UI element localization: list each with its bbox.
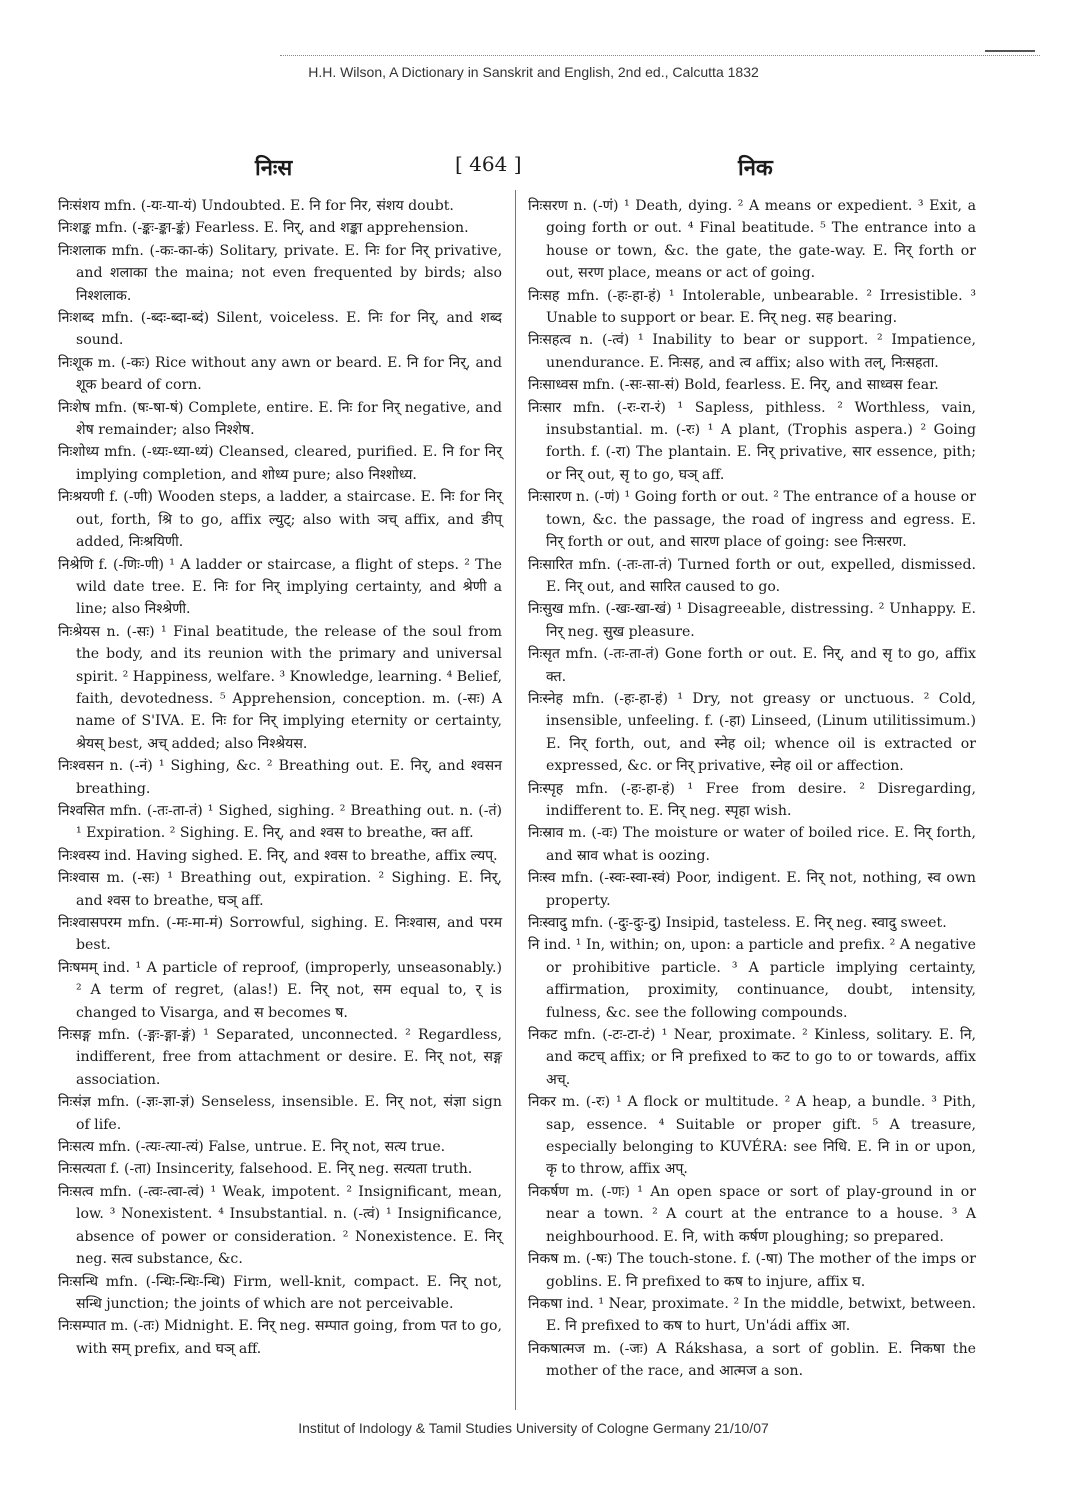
dictionary-entry: निःसुख mfn. (-खः-खा-खं) ¹ Disagreeable, distressing. ² Unhappy. E. निर् neg. सुख pleasure.	[528, 601, 976, 640]
dictionary-entry: निःस्नेह mfn. (-हः-हा-हं) ¹ Dry, not greasy or unctuous. ² Cold, insensible, unfeeling. f. (-हा) Linseed, (Linum utilitissimum.) E. निर् forth, out, and स्नेह oil; whence oil is extracted or expressed, &c. or निर् privative, स्नेह oil or affection.	[528, 690, 976, 775]
dictionary-entry: निःसाध्वस mfn. (-सः-सा-सं) Bold, fearless. E. निर्, and साध्वस fear.	[528, 377, 939, 394]
dictionary-entry: निःश्रेयस n. (-सः) ¹ Final beatitude, the release of the soul from the body, and its reunion with the primary and universal spirit. ² Happiness, welfare. ³ Knowledge, learning. ⁴ Belief, faith, devotedness. ⁵ Apprehension, conception. m. (-सः) A name of S'IVA. E. निः for निर् implying eternity or certainty, श्रेयस् best, अच् added; also निश्श्रेयस.	[58, 623, 502, 752]
dictionary-entry: निःसत्व mfn. (-त्वः-त्वा-त्वं) ¹ Weak, impotent. ² Insignificant, mean, low. ³ Nonexistent. ⁴ Insubstantial. n. (-त्वं) ¹ Insignificance, absence of power or consideration. ² Nonexistence. E. निर् neg. सत्व substance, &c.	[58, 1183, 502, 1268]
dictionary-entry: निःसङ्ग mfn. (-ङ्गः-ङ्गा-ङ्गं) ¹ Separated, unconnected. ² Regardless, indifferent, free from attachment or desire. E. निर् not, सङ्ग association.	[58, 1027, 502, 1088]
scan-rule	[280, 55, 1040, 56]
dictionary-entry: निःस्व mfn. (-स्वः-स्वा-स्वं) Poor, indigent. E. निर् not, nothing, स्व own property.	[528, 870, 976, 909]
dictionary-entry: निकर्षण m. (-णः) ¹ An open space or sort of play-ground in or near a town. ² A court at the entrance to a house. ³ A neighbourhood. E. नि, with कर्षण ploughing; so prepared.	[528, 1183, 976, 1245]
dictionary-entry: निःस्पृह mfn. (-हः-हा-हं) ¹ Free from desire. ² Disregarding, indifferent to. E. निर् neg. स्पृहा wish.	[528, 780, 976, 819]
dictionary-entry: निःसम्पात m. (-तः) Midnight. E. निर् neg. सम्पात going, from पत to go, with सम् prefix, and घञ् aff.	[58, 1318, 502, 1357]
dictionary-entry: निःशब्द mfn. (-ब्दः-ब्दा-ब्दं) Silent, voiceless. E. निः for निर्, and शब्द sound.	[58, 310, 502, 349]
dictionary-entry: निःसारित mfn. (-तः-ता-तं) Turned forth or out, expelled, dismissed. E. निर् out, and सारित caused to go.	[528, 556, 976, 595]
dictionary-entry: निःस्वादु mfn. (-दुः-दुः-दु) Insipid, tasteless. E. निर् neg. स्वादु sweet.	[528, 915, 947, 931]
dictionary-entry: निश्वसित mfn. (-तः-ता-तं) ¹ Sighed, sighing. ² Breathing out. n. (-तं) ¹ Expiration. ² Sighing. E. निर्, and श्वस to breathe, क्त aff.	[58, 802, 502, 842]
dictionary-entry: निःषमम् ind. ¹ A particle of reproof, (improperly, unseasonably.) ² A term of regret, (alas!) E. निर् not, सम equal to, र् is changed to Visarga, and स becomes ष.	[58, 959, 502, 1021]
left-column	[58, 195, 502, 1360]
dictionary-entry: निःसंज्ञ mfn. (-ज्ञः-ज्ञा-ज्ञं) Senseless, insensible. E. निर् not, संज्ञा sign of life.	[58, 1094, 502, 1133]
dictionary-entry: निःसरण n. (-णं) ¹ Death, dying. ² A means or expedient. ³ Exit, a going forth or out. ⁴ Final beatitude. ⁵ The entrance into a house or town, &c. the gate, the gate-way. E. निर् forth or out, सरण place, means or act of going.	[528, 198, 976, 282]
dictionary-entry: निःश्वस्य ind. Having sighed. E. निर्, and श्वस to breathe, affix ल्यप्.	[58, 847, 498, 864]
dictionary-entry: निःसहत्व n. (-त्वं) ¹ Inability to bear or support. ² Impatience, unendurance. E. निःसह, and त्व affix; also with तल्, निःसहता.	[528, 332, 976, 371]
source-caption: H.H. Wilson, A Dictionary in Sanskrit and English, 2nd ed., Calcutta 1832	[308, 64, 759, 80]
dictionary-entry: निश्रेणि f. (-णिः-णी) ¹ A ladder or staircase, a flight of steps. ² The wild date tree. E. निः for निर् implying certainty, and श्रेणी a line; also निश्श्रेणी.	[58, 556, 502, 618]
running-head-right: निक	[738, 155, 773, 181]
dictionary-entry: निकषात्मज m. (-जः) A Rákshasa, a sort of goblin. E. निकषा the mother of the race, and आत्मज a son.	[528, 1340, 976, 1380]
dictionary-entry: निःश्वास m. (-सः) ¹ Breathing out, expiration. ² Sighing. E. निर्, and श्वस to breathe, घञ् aff.	[58, 870, 502, 909]
dictionary-entry: निकर m. (-रः) ¹ A flock or multitude. ² A heap, a bundle. ³ Pith, sap, essence. ⁴ Suitable or proper gift. ⁵ A treasure, especially belonging to KUVÉRA: see निधि. E. नि in or upon, कृ to throw, affix अप्.	[528, 1094, 976, 1178]
dictionary-entry: निःश्वसन n. (-नं) ¹ Sighing, &c. ² Breathing out. E. निर्, and श्वसन breathing.	[58, 758, 502, 797]
dictionary-entry: निःश्रयणी f. (-णी) Wooden steps, a ladder, a staircase. E. निः for निर् out, forth, श्रि to go, affix ल्युट्; also with ञच् affix, and ङीप् added, निःश्रयिणी.	[58, 489, 502, 551]
dictionary-entry: निःसार mfn. (-रः-रा-रं) ¹ Sapless, pithless. ² Worthless, vain, insubstantial. m. (-रः) ¹ A plant, (Trophis aspera.) ² Going forth. f. (-रा) The plantain. E. निर् privative, सार essence, pith; or निर् out, सृ to go, घञ् aff.	[528, 399, 976, 483]
right-column	[528, 195, 976, 1383]
footer-caption: Institut of Indology & Tamil Studies University of Cologne Germany 21/10/07	[298, 1420, 769, 1436]
running-head-left: निःस	[255, 155, 293, 181]
dictionary-entry: निःशेष mfn. (षः-षा-षं) Complete, entire. E. निः for निर् negative, and शेष remainder; also निश्शेष.	[58, 399, 502, 439]
dictionary-entry: निःसह mfn. (-हः-हा-हं) ¹ Intolerable, unbearable. ² Irresistible. ³ Unable to support or bear. E. निर् neg. सह bearing.	[528, 287, 976, 327]
dictionary-entry: नि ind. ¹ In, within; on, upon: a particle and prefix. ² A negative or prohibitive particle. ³ A particle implying certainty, affirmation, proximity, continuance, doubt, intensity, fulness, &c. see the following compounds.	[528, 937, 976, 1021]
dictionary-entry: निःसत्यता f. (-ता) Insincerity, falsehood. E. निर् neg. सत्यता truth.	[58, 1161, 473, 1178]
dictionary-entry: निःसन्धि mfn. (-न्धिः-न्धिः-न्धि) Firm, well-knit, compact. E. निर् not, सन्धि junction; the joints of which are not perceivable.	[58, 1273, 502, 1312]
dictionary-entry: निःशूक m. (-कः) Rice without any awn or beard. E. नि for निर्, and शूक beard of corn.	[58, 354, 502, 394]
dictionary-entry: निःशोध्य mfn. (-ध्यः-ध्या-ध्यं) Cleansed, cleared, purified. E. नि for निर् implying completion, and शोध्य pure; also निश्शोध्य.	[58, 444, 502, 483]
dictionary-entry: निःशलाक mfn. (-कः-का-कं) Solitary, private. E. निः for निर् privative, and शलाका the maina; not even frequented by birds; also निश्शलाक.	[58, 242, 502, 304]
page-number: [ 464 ]	[455, 152, 522, 176]
scan-mark	[985, 50, 1035, 52]
dictionary-entry: निःसृत mfn. (-तः-ता-तं) Gone forth or out. E. निर्, and सृ to go, affix क्त.	[528, 646, 976, 685]
dictionary-entry: निःसत्य mfn. (-त्यः-त्या-त्यं) False, untrue. E. निर् not, सत्य true.	[58, 1139, 446, 1156]
dictionary-entry: निःसारण n. (-णं) ¹ Going forth or out. ² The entrance of a house or town, &c. the passage, the road of ingress and egress. E. निर् forth or out, and सारण place of going: see निःसरण.	[528, 489, 976, 551]
column-divider	[515, 190, 516, 1410]
dictionary-entry: निकट mfn. (-टः-टा-टं) ¹ Near, proximate. ² Kinless, solitary. E. नि, and कटच् affix; or नि prefixed to कट to go to or towards, affix अच्.	[528, 1027, 976, 1088]
dictionary-entry: निःश्वासपरम mfn. (-मः-मा-मं) Sorrowful, sighing. E. निःश्वास, and परम best.	[58, 915, 502, 954]
dictionary-entry: निःसंशय mfn. (-यः-या-यं) Undoubted. E. नि for निर, संशय doubt.	[58, 198, 454, 214]
dictionary-entry: निकषा ind. ¹ Near, proximate. ² In the middle, betwixt, between. E. नि prefixed to कष to hurt, Un'ádi affix आ.	[528, 1295, 976, 1335]
dictionary-entry: निःशङ्क mfn. (-ङ्कः-ङ्का-ङ्कं) Fearless. E. निर्, and शङ्का apprehension.	[58, 220, 469, 237]
dictionary-entry: निकष m. (-षः) The touch-stone. f. (-षा) The mother of the imps or goblins. E. नि prefixed to कष to injure, affix घ.	[528, 1251, 976, 1290]
dictionary-entry: निःस्राव m. (-वः) The moisture or water of boiled rice. E. निर् forth, and स्राव what is oozing.	[528, 825, 976, 864]
